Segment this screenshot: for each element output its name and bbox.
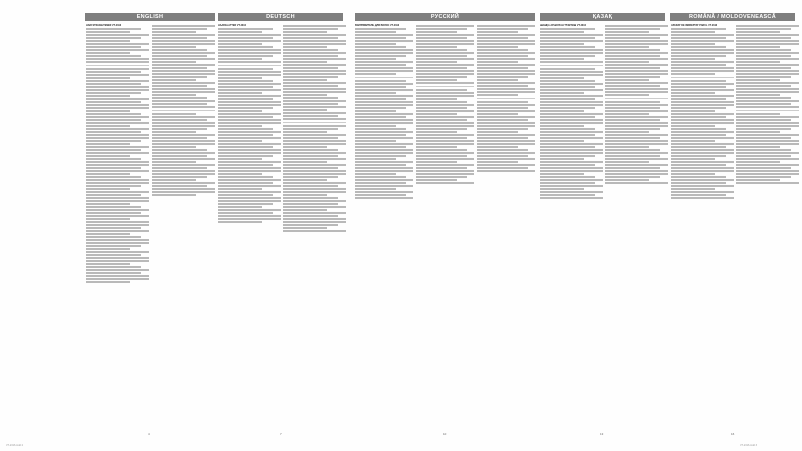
deutsch-column-1 [218,24,281,424]
section-header-kazakh [540,13,665,21]
page-number: 16 [731,432,735,436]
section-subtitle: ВЫПРЯМИТЕЛЬ ДЛЯ ВОЛОС VT-2316 [355,24,400,27]
print-slug-right: VT-2316.indd 3 [740,444,757,447]
section-title: ROMÂNĂ / MOLDOVENEASCĂ [689,14,776,20]
page-number: 13 [600,432,604,436]
section-subtitle: ШАШҚА АРНАЛҒАН ТҮЗЕТКІШ VT-2316 [540,24,586,27]
russian-column-1 [355,24,413,424]
russian-column-3 [477,24,535,424]
section-title: DEUTSCH [266,14,295,20]
section-header-english [85,13,215,21]
kazakh-column-1 [540,24,603,424]
section-header-deutsch [218,13,343,21]
english-column-1 [86,24,149,424]
kazakh-column-2 [605,24,668,424]
deutsch-column-2 [283,24,346,424]
section-title: РУССКИЙ [430,14,460,20]
english-column-2 [152,24,215,424]
section-subtitle: HAIR STRAIGHTENER VT-2316 [86,24,122,27]
russian-column-2 [416,24,474,424]
section-header-russian [355,13,535,21]
romanian-column-2 [736,24,799,424]
section-subtitle: HAARGLÄTTER VT-2316 [218,24,246,27]
section-title: ҚАЗАҚ [592,14,613,20]
romanian-column-1 [671,24,734,424]
print-slug-left: VT-2316.indd 2 [6,444,23,447]
section-header-romanian [670,13,795,21]
section-subtitle: APARAT DE ÎNDREPTAT PĂRUL VT-2316 [671,24,718,27]
section-title: ENGLISH [136,14,164,20]
page-number: 4 [148,432,150,436]
page-number: 10 [443,432,447,436]
page-number: 7 [280,432,282,436]
